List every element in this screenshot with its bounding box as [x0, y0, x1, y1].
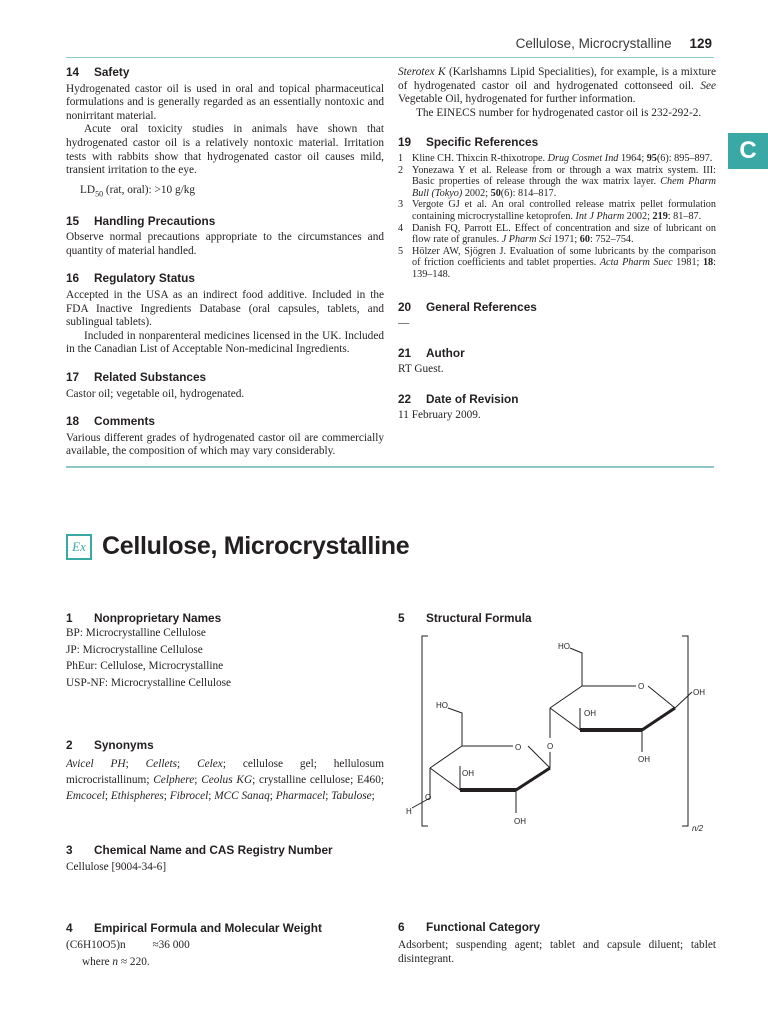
left-ring-right-bottom [516, 768, 550, 790]
right-column [398, 66, 716, 423]
section-16 [66, 272, 384, 357]
section-4 [66, 921, 384, 970]
functional-category-text: Adsorbent; suspending agent; tablet and capsule diluent; tablet disintegrant. [398, 938, 716, 965]
label-o-left: O [425, 793, 432, 802]
section-21 [398, 347, 716, 377]
label-oh-2: OH [514, 817, 526, 826]
section-20 [398, 301, 716, 331]
label-ho-left: HO [436, 701, 448, 710]
cas-number: Cellulose [9004-34-6] [66, 861, 167, 873]
section-title: Date of Revision [426, 391, 519, 406]
formula-text: (C6H10O5)n [66, 939, 126, 951]
name-line: PhEur: Cellulose, Microcrystalline [66, 660, 224, 672]
section-number: 22 [398, 391, 412, 406]
section-number: 17 [66, 369, 80, 384]
section-title: Handling Precautions [94, 213, 216, 228]
section-number: 3 [66, 843, 73, 857]
excipient-logo-icon: Ex [66, 534, 92, 560]
section-number: 14 [66, 65, 80, 79]
label-oh-end: OH [693, 688, 705, 697]
running-title: Cellulose, Microcrystalline [515, 36, 672, 51]
paragraph: Acute oral toxicity studies in animals have shown that hydrogenated castor oil is a relatively nontoxic material. Irritation tests with rabbits show that hydrogenated castor oil causes mild, transient irritation to the eye. [66, 123, 384, 177]
section-19 [398, 136, 716, 280]
label-oh-1: OH [462, 769, 474, 778]
section-number: 20 [398, 299, 412, 314]
section-title: Nonproprietary Names [94, 611, 222, 625]
section-number: 18 [66, 414, 80, 429]
right-ring-right-bottom [642, 708, 675, 730]
formula-note: where n ≈ 220. [82, 955, 150, 968]
left-ring-top [430, 746, 513, 768]
reference-item: 3 Vergote GJ et al. An oral controlled release matrix pellet formulation containing microcrystalline ketoprofen. Int J Pharm 2002; 219: 81–87. [398, 199, 716, 222]
section-6 [398, 921, 716, 966]
section-number: 21 [398, 345, 412, 360]
paragraph: Included in nonparenteral medicines licensed in the UK. Included in the Canadian List of Acceptable Non-medicinal Ingredients. [66, 329, 384, 356]
label-oh-3: OH [584, 709, 596, 718]
section-title: Specific References [426, 135, 539, 150]
name-line: JP: Microcrystalline Cellulose [66, 643, 203, 656]
label-o-ring-right: O [638, 682, 645, 691]
right-ring-right-top [648, 686, 675, 708]
section-title: Structural Formula [426, 611, 532, 625]
section-number: 2 [66, 738, 73, 752]
name-line: USP-NF: Microcrystalline Cellulose [66, 676, 232, 689]
section-title: General References [426, 299, 537, 314]
einecs-note: The EINECS number for hydrogenated castor oil is 232-292-2. [416, 106, 702, 119]
section-5 [398, 611, 716, 625]
section-3 [66, 843, 384, 876]
empirical-formula [66, 937, 384, 954]
reference-list [398, 153, 716, 281]
section-number: 19 [398, 135, 412, 150]
section-2 [66, 739, 384, 804]
section-title: Synonyms [94, 738, 154, 752]
ch2oh-left [448, 708, 462, 746]
section-number: 16 [66, 271, 80, 286]
label-o-ring-left: O [515, 743, 522, 752]
ch2oh-right [570, 648, 582, 686]
section-title: Safety [94, 65, 130, 79]
label-oh-4: OH [638, 755, 650, 764]
section-14 [66, 66, 384, 201]
left-ring-left-bottom [430, 768, 460, 790]
paragraph: Accepted in the USA as an indirect food additive. Included in the FDA Inactive Ingredients Database (oral capsules, tablets, and sublingual tablets). [66, 288, 384, 329]
section-title: Comments [94, 414, 155, 429]
section-title: Related Substances [94, 369, 207, 384]
label-ho-right: HO [558, 642, 570, 651]
monograph-title-block [66, 532, 409, 561]
section-number: 5 [398, 611, 405, 625]
section-title: Author [426, 345, 465, 360]
header-divider [66, 57, 714, 58]
section-22 [398, 393, 716, 423]
right-bracket [682, 636, 688, 826]
paragraph: Various different grades of hydrogenated castor oil are commercially available, the composition of which may vary considerably. [66, 431, 384, 458]
section-title: Regulatory Status [94, 271, 195, 286]
section-number: 1 [66, 611, 73, 625]
section-1 [66, 611, 384, 691]
reference-item: 1 Kline CH. Thixcin R-thixotrope. Drug Cosmet Ind 1964; 95(6): 895–897. [398, 152, 713, 164]
molecular-weight: ≈36 000 [152, 939, 190, 951]
section-number: 15 [66, 213, 80, 228]
right-ring-left-bottom [550, 708, 580, 730]
section-title: Empirical Formula and Molecular Weight [94, 921, 322, 935]
section-title: Functional Category [426, 920, 541, 934]
left-column [66, 66, 384, 459]
synonyms-text: Avicel PH; Cellets; Celex; cellulose gel; hellulosum microcristallinum; Celphere; Ceolus KG; crystalline cellulose; E460; Emcocel; Ethispheres; Fibrocel; MCC Sanaq; Pharmacel; Tabulose; [66, 757, 384, 802]
section-body: — [398, 317, 410, 330]
section-body: RT Guest. [398, 363, 444, 376]
label-n2: n/2 [692, 824, 704, 833]
right-ring-top [550, 686, 636, 708]
paragraph: Hydrogenated castor oil is used in oral and topical pharmaceutical formulations and is generally regarded as an essentially nontoxic and nonirritant material. [66, 82, 384, 122]
section-divider [66, 466, 714, 468]
section-tab: C [728, 133, 768, 169]
section-18 [66, 415, 384, 459]
section-number: 6 [398, 920, 405, 934]
section-number: 4 [66, 921, 73, 935]
ld50-value: $LD_{50}$ (rat, oral): >10 g/kg [80, 183, 196, 198]
oh-end-link [675, 692, 692, 708]
section-17 [66, 371, 384, 401]
running-header [516, 36, 712, 51]
paragraph: Castor oil; vegetable oil, hydrogenated. [66, 387, 245, 400]
name-line: BP: Microcrystalline Cellulose [66, 627, 206, 639]
page-number: 129 [689, 36, 712, 51]
section-title: Chemical Name and CAS Registry Number [94, 843, 333, 857]
section-15 [66, 215, 384, 259]
monograph-title: Cellulose, Microcrystalline [102, 532, 410, 560]
reference-item: 5 Hölzer AW, Sjögren J. Evaluation of some lubricants by the comparison of friction coefficients and tablet properties. Acta Pharm Suec 1981; 18: 139–148. [398, 245, 716, 280]
paragraph: Observe normal precautions appropriate to the circumstances and quantity of material handled. [66, 231, 384, 257]
structural-formula-diagram [406, 628, 710, 838]
comments-continued: Sterotex K (Karlshamns Lipid Specialities), for example, is a mixture of hydrogenated castor oil and hydrogenated cottonseed oil. See Vegetable Oil, hydrogenated for further information. [398, 66, 717, 106]
section-body: 11 February 2009. [398, 409, 481, 422]
reference-item: 2 Yonezawa Y et al. Release from or through a wax matrix system. III: Basic properties of release through the wax matrix layer. Chem Pharm Bull (Tokyo) 2002; 50(6): 814–817. [398, 164, 716, 199]
label-h: H [406, 807, 412, 816]
label-o-bridge: O [547, 742, 554, 751]
reference-item: 4 Danish FQ, Parrott EL. Effect of concentration and size of lubricant on flow rate of granules. J Pharm Sci 1971; 60: 752–754. [398, 222, 716, 246]
